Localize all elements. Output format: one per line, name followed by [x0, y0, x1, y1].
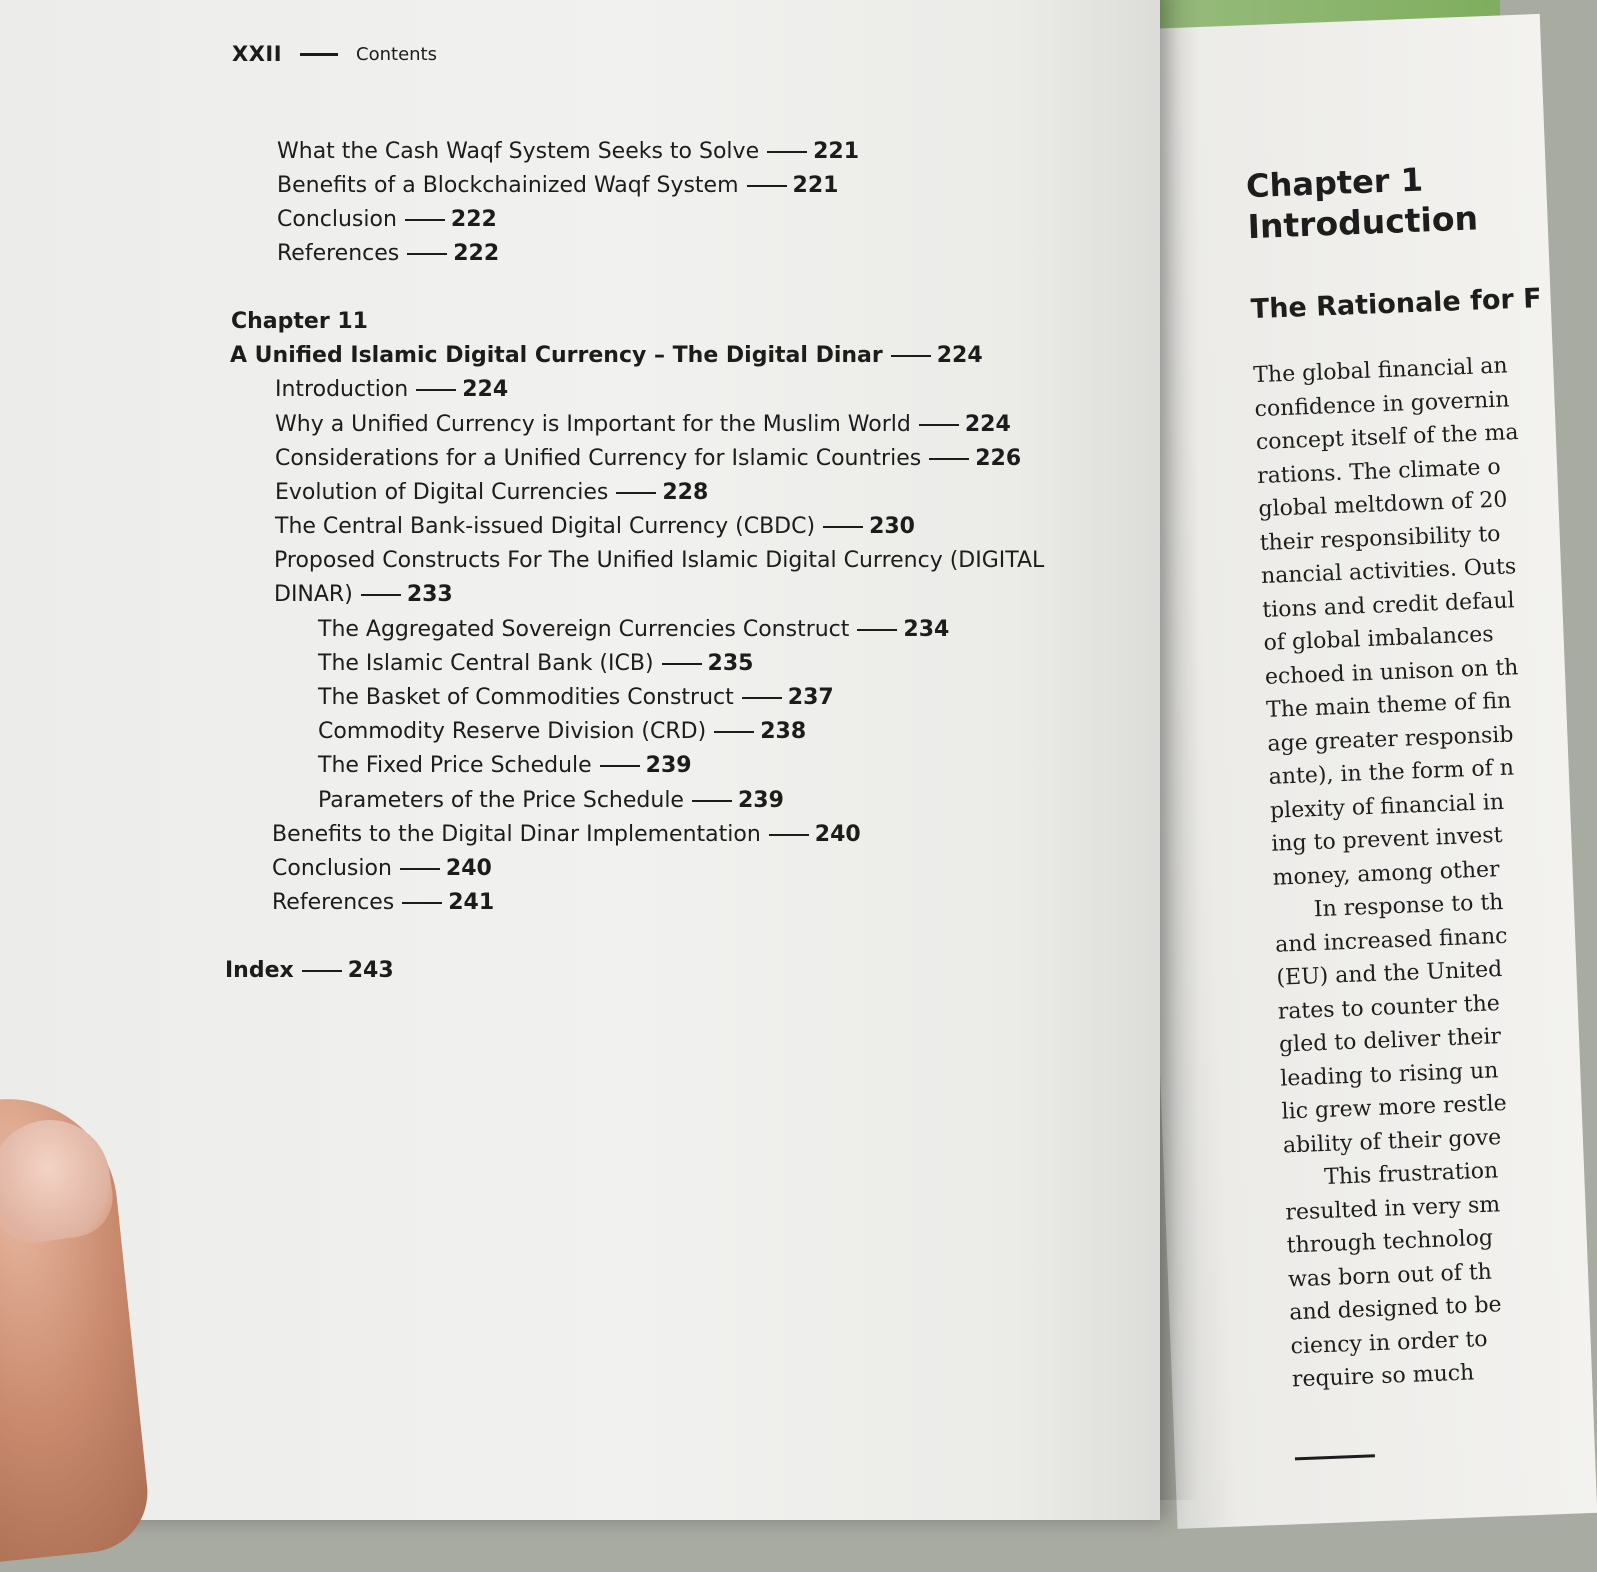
leader-dash [747, 185, 787, 187]
body-line: The main theme of fin [1265, 688, 1512, 723]
toc-entry-page: 221 [813, 139, 860, 164]
toc-entry [318, 684, 834, 712]
toc-entry-title: References [272, 890, 395, 915]
toc-entry-title: Proposed Constructs For The Unified Islamic Digital Currency (DIGITAL [274, 548, 1045, 573]
toc-entry [318, 787, 784, 815]
toc-entry-page: 221 [792, 173, 839, 198]
leader-dash [714, 731, 754, 733]
toc-entry-title: The Central Bank-issued Digital Currency (CBDC) [275, 514, 816, 539]
toc-entry-page: 237 [787, 685, 834, 710]
leader-dash [302, 970, 342, 972]
toc-entry-title: Introduction [275, 377, 409, 402]
toc-entry [272, 821, 861, 849]
toc-entry [275, 513, 915, 541]
body-line: leading to rising un [1279, 1057, 1499, 1092]
leader-dash [742, 697, 782, 699]
footnote-rule [1295, 1454, 1375, 1460]
toc-entry-page: 239 [737, 788, 784, 813]
body-line: global meltdown of 20 [1258, 487, 1508, 523]
body-line: through technolog [1286, 1225, 1494, 1259]
toc-entry [274, 581, 453, 609]
section-heading: The Rationale for F [1250, 283, 1543, 326]
leader-dash [400, 868, 440, 870]
toc-entry [318, 718, 806, 746]
toc-entry-title: What the Cash Waqf System Seeks to Solve [277, 139, 760, 164]
right-page-content [1245, 154, 1585, 1460]
toc-entry-page: 239 [645, 753, 692, 778]
toc-entry [277, 240, 499, 268]
chapter-label: Chapter 1 [1245, 160, 1424, 206]
body-text [1253, 348, 1584, 1397]
toc-entry [274, 547, 1044, 575]
body-line: rations. The climate o [1256, 454, 1502, 489]
toc-entry-title: The Islamic Central Bank (ICB) [318, 651, 654, 676]
body-line: (EU) and the United [1276, 957, 1503, 991]
body-line: their responsibility to [1259, 521, 1501, 556]
toc-entry-title: Benefits of a Blockchainized Waqf System [277, 173, 739, 198]
leader-dash [616, 492, 656, 494]
body-line: confidence in governin [1254, 386, 1510, 422]
toc-entry-title: Chapter 11 [231, 309, 368, 334]
toc-entry [277, 206, 497, 234]
leader-dash [929, 458, 969, 460]
body-line: The global financial an [1252, 353, 1509, 389]
toc-entry-title: Considerations for a Unified Currency for Islamic Countries [275, 446, 922, 471]
leader-dash [919, 424, 959, 426]
body-line: require so much [1291, 1360, 1475, 1393]
toc-entry [272, 889, 494, 917]
leader-dash [407, 253, 447, 255]
header-dash [300, 53, 338, 56]
body-line: age greater responsib [1267, 721, 1514, 757]
toc-entry [275, 376, 508, 404]
leader-dash [891, 355, 931, 357]
toc-entry-title: The Fixed Price Schedule [318, 753, 592, 778]
body-line: plexity of financial in [1269, 789, 1505, 824]
toc-entry-page: 226 [975, 446, 1022, 471]
body-line: nancial activities. Outs [1260, 554, 1517, 589]
toc-entry-page: 224 [964, 412, 1011, 437]
index-entry [225, 957, 394, 985]
toc-entry-page: 235 [707, 651, 754, 676]
toc-entry-title: Conclusion [272, 856, 392, 881]
toc-entry [275, 411, 1011, 439]
leader-dash [416, 389, 456, 391]
toc-entry [275, 479, 708, 507]
body-line: and increased financ [1274, 923, 1508, 958]
body-line: In response to th [1313, 889, 1504, 923]
body-line: was born out of th [1287, 1259, 1493, 1292]
body-line: gled to deliver their [1278, 1024, 1502, 1058]
toc-entry-title: Commodity Reserve Division (CRD) [318, 719, 707, 744]
body-line: rates to counter the [1277, 990, 1501, 1025]
toc-entry [277, 172, 838, 200]
toc-entry-page: 233 [406, 582, 453, 607]
body-line: of global imbalances [1263, 622, 1494, 656]
toc-entry-page: 230 [869, 514, 915, 539]
leader-dash [767, 151, 807, 153]
toc-entry-title: Index [225, 958, 294, 983]
toc-entry-title: DINAR) [274, 582, 353, 607]
toc-entry [318, 616, 949, 644]
body-line: concept itself of the ma [1255, 420, 1519, 456]
running-header [232, 42, 437, 66]
body-line: tions and credit defaul [1261, 587, 1515, 623]
leader-dash [361, 594, 401, 596]
toc-entry-title: The Aggregated Sovereign Currencies Construct [318, 617, 850, 642]
body-line: money, among other [1272, 856, 1501, 891]
body-line: ing to prevent invest [1270, 822, 1503, 857]
toc-entry [318, 650, 753, 678]
chapter-title-entry [230, 342, 983, 370]
page-number: XXII [232, 42, 283, 66]
chapter-title: Introduction [1246, 198, 1479, 247]
body-line: echoed in unison on th [1264, 654, 1519, 690]
body-line: ante), in the form of n [1268, 755, 1515, 790]
toc-entry-title: Benefits to the Digital Dinar Implementation [272, 822, 761, 847]
toc-entry-title: Parameters of the Price Schedule [318, 788, 684, 813]
toc-entry-page: 240 [814, 822, 861, 847]
leader-dash [600, 765, 640, 767]
toc-entry [275, 445, 1021, 473]
toc-entry-page: 243 [347, 958, 394, 983]
body-line: resulted in very sm [1285, 1191, 1501, 1226]
toc-entry-page: 224 [462, 377, 509, 402]
body-line: and designed to be [1288, 1292, 1503, 1326]
body-line: This frustration [1323, 1158, 1499, 1190]
toc-entry [318, 752, 692, 780]
leader-dash [662, 663, 702, 665]
leader-dash [769, 834, 809, 836]
body-line: lic grew more restle [1281, 1090, 1508, 1125]
toc-entry-page: 222 [450, 207, 497, 232]
leader-dash [823, 526, 863, 528]
toc-entry-title: The Basket of Commodities Construct [318, 685, 734, 710]
running-title: Contents [356, 43, 437, 65]
toc-entry-page: 241 [448, 890, 495, 915]
toc-entry-title: A Unified Islamic Digital Currency – The Digital Dinar [230, 343, 883, 368]
leader-dash [402, 902, 442, 904]
toc-entry-title: References [277, 241, 400, 266]
chapter-number [231, 308, 368, 336]
toc-entry-title: Evolution of Digital Currencies [275, 480, 609, 505]
toc-entry [277, 138, 859, 166]
toc-entry-title: Conclusion [277, 207, 397, 232]
body-line: ability of their gove [1282, 1124, 1502, 1159]
body-line: ciency in order to [1290, 1326, 1488, 1359]
toc-entry-page: 238 [760, 719, 807, 744]
toc-entry-page: 240 [445, 856, 492, 881]
leader-dash [692, 800, 732, 802]
toc-entry-page: 222 [453, 241, 500, 266]
toc-entry-page: 234 [903, 617, 950, 642]
toc-entry-page: 224 [936, 343, 983, 368]
toc-entry [272, 855, 492, 883]
toc-entry-page: 228 [662, 480, 709, 505]
toc-entry-title: Why a Unified Currency is Important for the Muslim World [275, 412, 911, 437]
leader-dash [405, 219, 445, 221]
leader-dash [857, 629, 897, 631]
